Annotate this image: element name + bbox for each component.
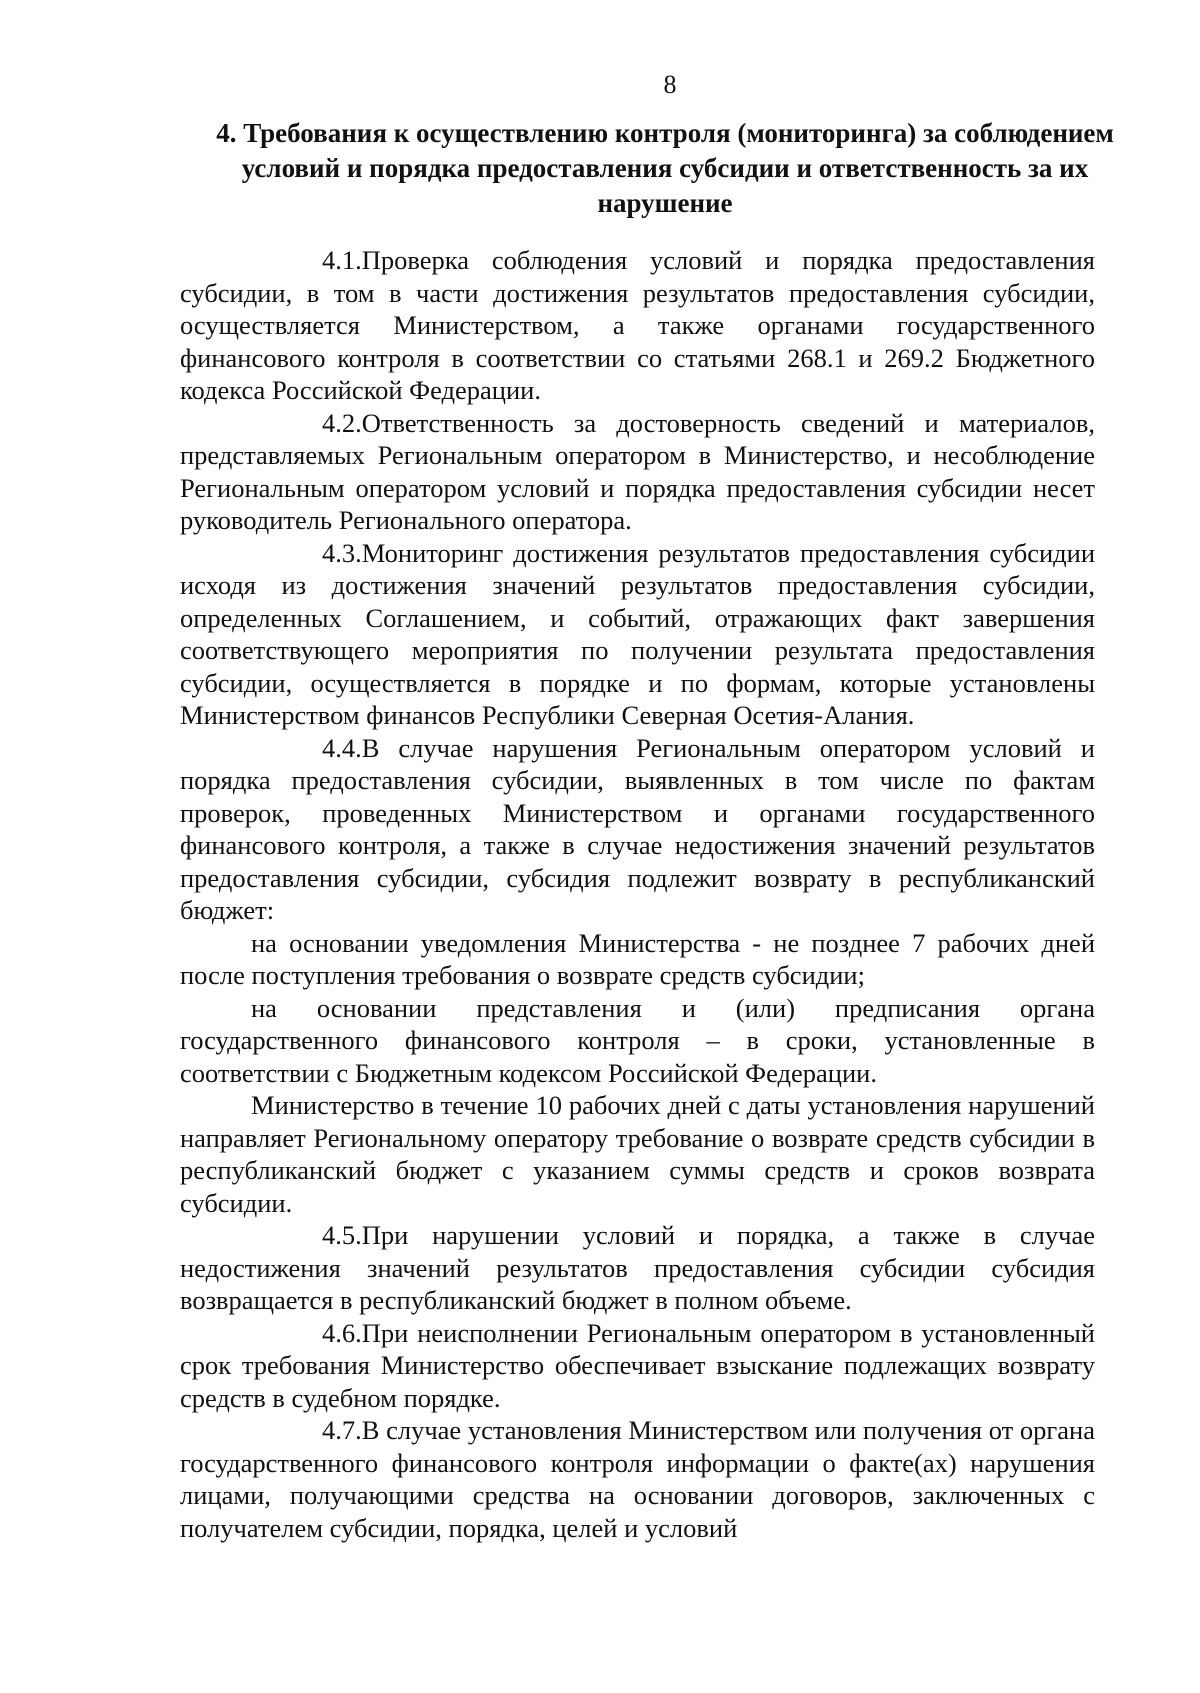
paragraph-text: В случае нарушения Региональным оператором условий и порядка предоставления субсидии, выявленных в том числе по фактам проверок, проведенных Министерством и органами государственного финансового контроля, а также в случае недостижения значений результатов предоставления субсидии, субсидия подлежит возврату в республиканский бюджет:	[180, 732, 1095, 925]
paragraph-text: При нарушении условий и порядка, а также в случае недостижения значений результатов предоставления субсидии субсидия возвращается в республиканский бюджет в полном объеме.	[180, 1220, 1095, 1315]
paragraph-4-3	[180, 537, 1095, 732]
paragraph-4-7	[180, 1414, 1095, 1544]
paragraph-text: на основании представления и (или) предписания органа государственного финансового контроля – в сроки, установленные в соответствии с Бюджетным кодексом Российской Федерации.	[180, 992, 1095, 1088]
paragraph-inspection-clause	[180, 992, 1095, 1090]
page-number: 8	[663, 70, 677, 99]
paragraph-text: При неисполнении Региональным оператором в установленный срок требования Министерство обеспечивает взыскание подлежащих возврату средств в судебном порядке.	[180, 1317, 1095, 1413]
paragraph-text: на основании уведомления Министерства - не позднее 7 рабочих дней после поступления требования о возврате средств субсидии;	[180, 927, 1095, 990]
paragraph-text: Мониторинг достижения результатов предоставления субсидии исходя из достижения значений результатов предоставления субсидии, определенных Соглашением, и событий, отражающих факт завершения соответствующего мероприятия по получении результата предоставления субсидии, осуществляется в порядке и по формам, которые установлены Министерством финансов Республики Северная Осетия-Алания.	[180, 537, 1095, 730]
paragraph-number: 4.7.	[322, 1415, 362, 1445]
paragraph-notice-clause	[180, 927, 1095, 992]
paragraph-text: В случае установления Министерством или получения от органа государственного финансового контроля информации о факте(ах) нарушения лицами, получающими средства на основании договоров, заключенных с получателем субсидии, порядка, целей и условий	[180, 1415, 1095, 1543]
section-title: 4. Требования к осуществлению контроля (мониторинга) за соблюдением условий и порядка предоставления субсидии и ответственность за их нарушение	[216, 118, 1114, 218]
paragraph-4-1	[180, 244, 1095, 407]
paragraph-4-6	[180, 1317, 1095, 1415]
paragraph-number: 4.6.	[322, 1317, 362, 1348]
paragraph-text: Проверка соблюдения условий и порядка предоставления субсидии, в том в части достижения результатов предоставления субсидии, осуществляется Министерством, а также органами государственного финансового контроля в соответствии со статьями 268.1 и 269.2 Бюджетного кодекса Российской Федерации.	[180, 245, 1095, 405]
paragraph-number: 4.3.	[322, 537, 362, 568]
section-body	[180, 244, 1095, 1544]
paragraph-ministry-requirement	[180, 1089, 1095, 1219]
paragraph-4-5	[180, 1219, 1095, 1317]
paragraph-number: 4.5.	[322, 1220, 362, 1250]
paragraph-text: Ответственность за достоверность сведений и материалов, представляемых Региональным оператором в Министерство, и несоблюдение Региональным оператором условий и порядка предоставления субсидии несет руководитель Регионального оператора.	[180, 407, 1095, 535]
paragraph-number: 4.4.	[322, 732, 362, 763]
paragraph-4-4	[180, 732, 1095, 927]
paragraph-text: Министерство в течение 10 рабочих дней с даты установления нарушений направляет Региональному оператору требование о возврате средств субсидии в республиканский бюджет с указанием суммы средств и сроков возврата субсидии.	[180, 1090, 1095, 1218]
paragraph-4-2	[180, 407, 1095, 537]
paragraph-number: 4.2.	[322, 407, 362, 438]
paragraph-number: 4.1.	[322, 245, 362, 275]
